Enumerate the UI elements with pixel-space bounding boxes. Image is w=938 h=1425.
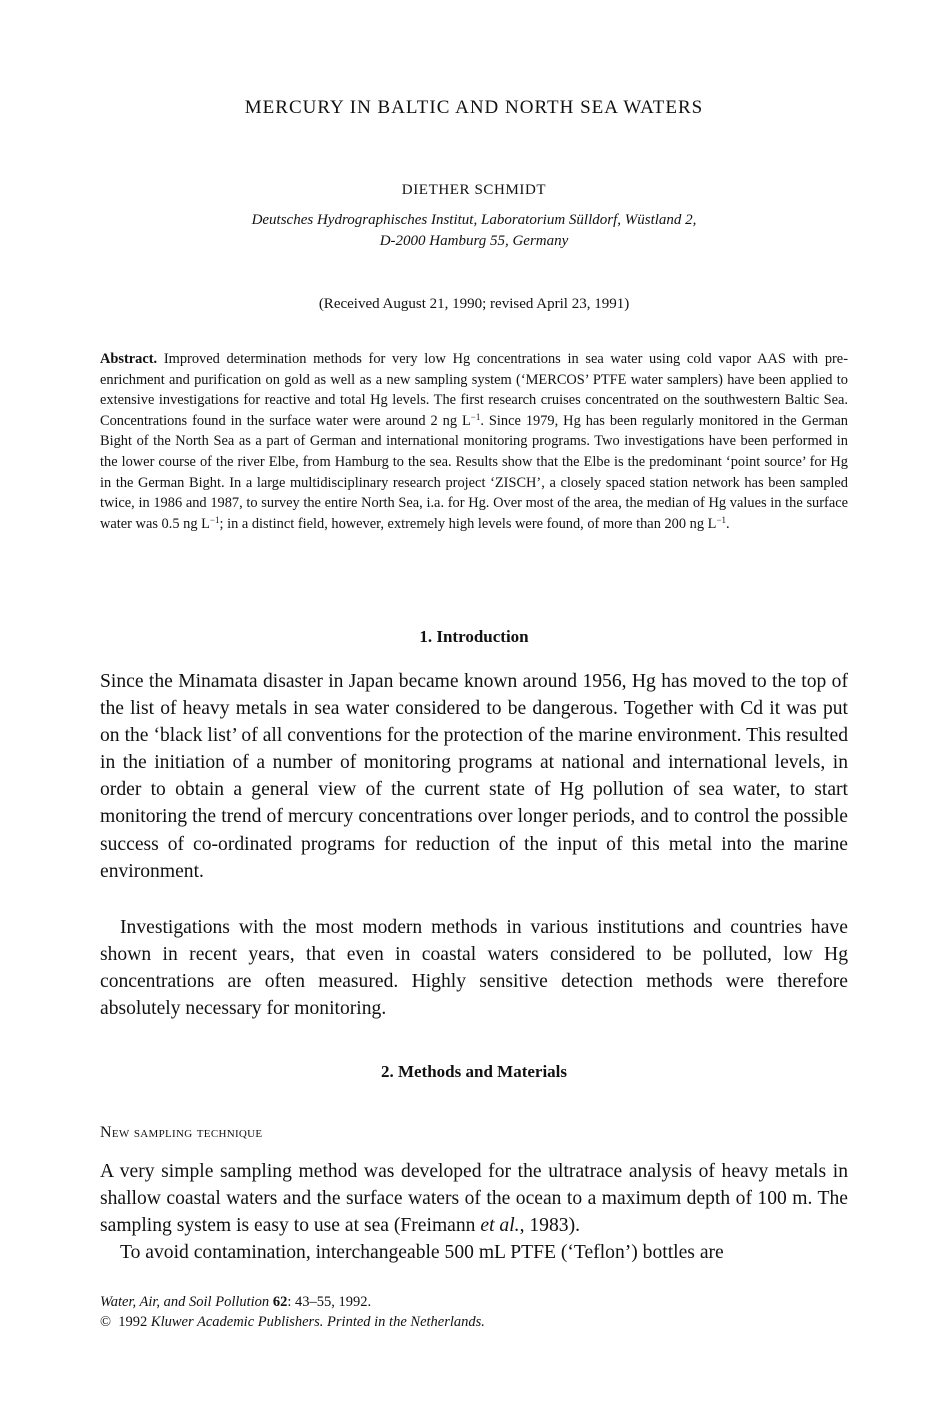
- paper-title: MERCURY IN BALTIC AND NORTH SEA WATERS: [244, 97, 704, 118]
- subsection-heading-sampling: New sampling technique: [100, 1124, 263, 1141]
- copyright-icon: ©: [100, 1314, 112, 1330]
- abstract-text-4: .: [726, 515, 730, 532]
- journal-citation: [100, 1292, 485, 1312]
- journal-pages: : 43–55, 1992.: [287, 1294, 372, 1310]
- section-heading-introduction: 1. Introduction: [419, 627, 529, 646]
- methods-paragraph-1: [100, 1158, 848, 1239]
- superscript: −1: [209, 514, 220, 525]
- citation-et-al: et al.: [480, 1215, 520, 1237]
- journal-name: Water, Air, and Soil Pollution: [100, 1294, 270, 1310]
- publisher: Kluwer Academic Publishers. Printed in the Netherlands.: [150, 1314, 485, 1330]
- received-dates: (Received August 21, 1990; revised April 23, 1991): [318, 296, 630, 312]
- copyright-line: [100, 1312, 485, 1332]
- abstract: [100, 349, 848, 534]
- author-affiliation: [100, 210, 848, 252]
- author-name: DIETHER SCHMIDT: [401, 182, 547, 198]
- methods-text-2: , 1983).: [519, 1215, 580, 1237]
- introduction-paragraph-2: Investigations with the most modern methods in various institutions and countries have shown in recent years, that even in coastal waters considered to be polluted, low Hg concentrations are often measured. Highly sensitive detection methods were therefore absolutely necessary for monitoring.: [100, 917, 848, 1020]
- abstract-label: Abstract.: [100, 351, 158, 367]
- abstract-text-2: . Since 1979, Hg has been regularly monitored in the German Bight of the North Sea as a part of German and international monitoring programs. Two investigations have been performed in the lower course of the river Elbe, from Hamburg to the sea. Results show that the Elbe is the predominant ‘point source’ for Hg in the German Bight. In a large multidisciplinary research project ‘ZISCH’, a closely spaced station network has been sampled twice, in 1986 and 1987, to survey the entire North Sea, i.a. for Hg. Over most of the area, the median of Hg values in the surface water was 0.5 ng L: [100, 412, 848, 532]
- methods-text-1: A very simple sampling method was developed for the ultratrace analysis of heavy metals in shallow coastal waters and the surface waters of the ocean to a maximum depth of 100 m. The sampling system is easy to use at sea (Freimann: [100, 1161, 848, 1237]
- superscript: −1: [470, 411, 481, 422]
- introduction-paragraph-1: Since the Minamata disaster in Japan became known around 1956, Hg has moved to the top of the list of heavy metals in sea water considered to be dangerous. Together with Cd it was put on the ‘black list’ of all conventions for the protection of the marine environment. This resulted in the initiation of a number of monitoring programs at national and international levels, in order to obtain a general view of the current state of Hg pollution of sea water, to start monitoring the trend of mercury concentrations over longer periods, and to control the possible success of co-ordinated programs for reduction of the input of this metal into the marine environment.: [100, 671, 848, 882]
- affiliation-line-2: D-2000 Hamburg 55, Germany: [379, 233, 569, 249]
- affiliation-line-1: Deutsches Hydrographisches Institut, Laboratorium Sülldorf, Wüstland 2,: [251, 212, 697, 228]
- methods-paragraph-2: To avoid contamination, interchangeable 500 mL PTFE (‘Teflon’) bottles are: [120, 1242, 724, 1263]
- page-footer: [100, 1292, 485, 1332]
- journal-volume: 62: [272, 1294, 288, 1310]
- superscript: −1: [716, 514, 727, 525]
- copyright-year: 1992: [111, 1314, 151, 1330]
- abstract-text-1: Improved determination methods for very low Hg concentrations in sea water using cold vapor AAS with pre-enrichment and purification on gold as well as a new sampling system (‘MERCOS’ PTFE water samplers) have been applied to extensive investigations for reactive and total Hg levels. The first research cruises concentrated on the southwestern Baltic Sea. Concentrations found in the surface water were around 2 ng L: [100, 351, 848, 429]
- abstract-text-3: ; in a distinct field, however, extremely high levels were found, of more than 200 ng L: [219, 515, 717, 532]
- section-heading-methods: 2. Methods and Materials: [380, 1062, 568, 1081]
